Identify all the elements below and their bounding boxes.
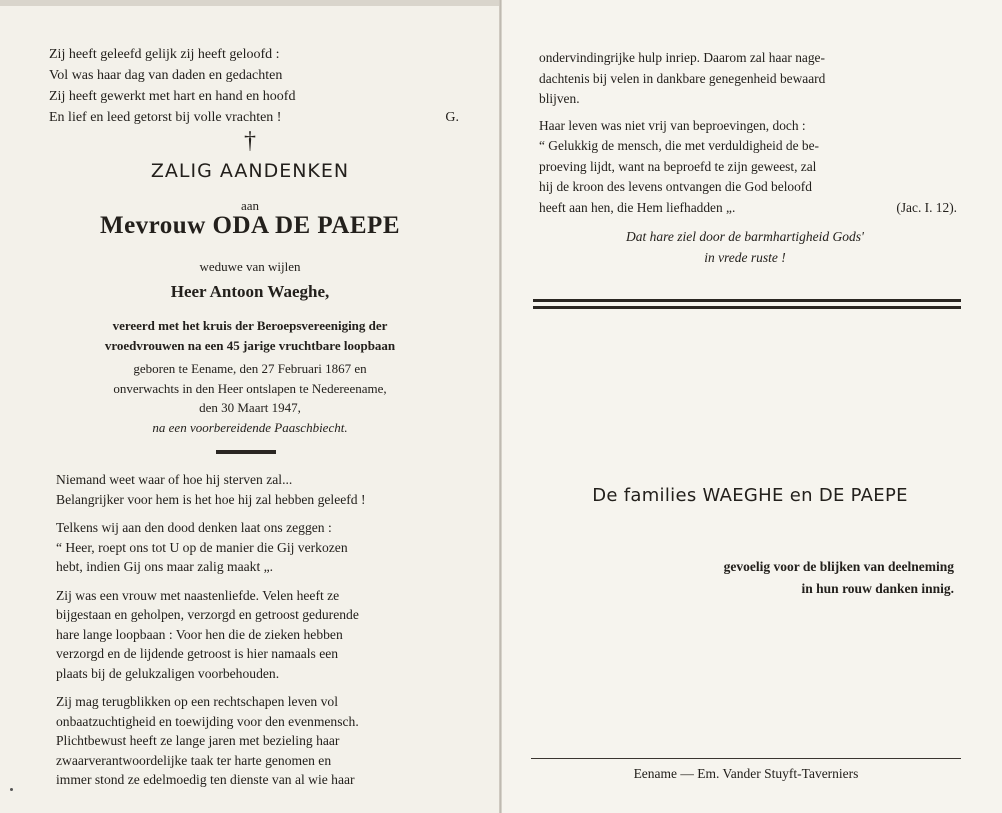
text-line: plaats bij de gelukzaligen voorbehouden. [56, 665, 280, 681]
text-line: blijven. [539, 91, 580, 106]
paragraph [56, 470, 454, 509]
footer-rule [531, 758, 961, 759]
text-line: verzorgd en de lijdende getroost is hier namaals een [56, 646, 339, 661]
birth-line: onverwachts in den Heer ontslapen te Nedereename, [113, 380, 387, 396]
poem-line: En lief en leed getorst bij volle vrachten ! [49, 110, 282, 125]
text-line [539, 198, 957, 219]
poem-line: Zij heeft gewerkt met hart en hand en hoofd [49, 89, 296, 104]
scripture-citation: (Jac. I. 12). [896, 199, 957, 215]
paragraph [56, 586, 454, 684]
poem-line: Zij heeft geleefd gelijk zij heeft geloofd : [49, 47, 280, 62]
prayer-line: in vrede ruste ! [704, 250, 786, 265]
thanks-line: in hun rouw danken innig. [801, 581, 954, 596]
text-line: Telkens wij aan den dood denken laat ons zeggen : [56, 520, 332, 535]
prayer-line: Dat hare ziel door de barmhartigheid Gods' [626, 229, 864, 244]
memorial-heading: ZALIG AANDENKEN [150, 160, 350, 182]
honor-text [40, 316, 460, 356]
honor-line: vereerd met het kruis der Beroepsvereeniging der [112, 318, 388, 333]
poem-signature: G. [445, 110, 459, 125]
text-line: Haar leven was niet vrij van beproevingen, doch : [539, 117, 806, 133]
text-line: dachtenis bij velen in dankbare genegenheid bewaard [539, 70, 826, 86]
text-line: hare lange loopbaan : Voor hen die de zieken hebben [56, 626, 343, 642]
center-fold [499, 0, 502, 813]
paragraph [56, 518, 454, 577]
text-line: “ Gelukkig de mensch, die met verduldigheid de be- [539, 138, 820, 153]
thanks-text [560, 556, 954, 600]
to-label: aan [240, 198, 260, 213]
birth-death-details [40, 359, 460, 437]
double-rule-top [533, 299, 961, 302]
birth-line: den 30 Maart 1947, [199, 400, 301, 415]
text-line: Zij was een vrouw met naastenliefde. Velen heeft ze [56, 587, 340, 603]
husband-name: Heer Antoon Waeghe, [170, 282, 330, 301]
text-line: Plichtbewust heeft ze lange jaren met bezieling haar [56, 733, 340, 748]
widow-of-label: weduwe van wijlen [199, 259, 301, 274]
right-body-text [539, 48, 957, 224]
poem-line: Vol was haar dag van daden en gedachten [49, 68, 283, 83]
text-line: onbaatzuchtigheid en toewijding voor den evenmensch. [56, 713, 359, 729]
printer-imprint: Eename — Em. Vander Stuyft-Taverniers [633, 766, 859, 781]
text-line: “ Heer, roept ons tot U op de manier die Gij verkozen [56, 539, 348, 555]
paragraph [539, 48, 957, 110]
paragraph [56, 692, 454, 790]
thanks-line: gevoelig voor de blijken van deelneming [723, 559, 954, 574]
cross-icon: † [244, 128, 256, 154]
families-heading: De families WAEGHE en DE PAEPE [592, 485, 908, 506]
prayer [540, 226, 950, 268]
text-line: immer stond ze edelmoedig ten dienste van al wie haar [56, 772, 355, 787]
speck [10, 788, 13, 791]
text-line: Niemand weet waar of hoe hij sterven zal... [56, 472, 293, 487]
birth-line: geboren te Eename, den 27 Februari 1867 en [133, 361, 367, 376]
divider [216, 450, 276, 454]
confession-line: na een voorbereidende Paaschbiecht. [152, 419, 348, 435]
text-line: Zij mag terugblikken op een rechtschapen leven vol [56, 694, 338, 709]
double-rule-bottom [533, 306, 961, 309]
opening-poem [49, 44, 459, 128]
honor-line: vroedvrouwen na een 45 jarige vruchtbare loopbaan [104, 338, 396, 353]
text-line: proeving lijdt, want na beproefd te zijn geweest, zal [539, 158, 817, 174]
left-body-text [56, 470, 454, 799]
text-line: bijgestaan en geholpen, verzorgd en getroost gedurende [56, 607, 359, 622]
text-line: zwaarverantwoordelijke taak ter harte genomen en [56, 752, 332, 768]
paragraph [539, 116, 957, 219]
deceased-name: Mevrouw ODA DE PAEPE [99, 212, 401, 239]
text-line: hij de kroon des levens ontvangen die God beloofd [539, 179, 812, 194]
text-fragment: heeft aan hen, die Hem liefhadden „. [539, 199, 736, 215]
text-line: Belangrijker voor hem is het hoe hij zal hebben geleefd ! [56, 491, 366, 507]
text-line: ondervindingrijke hulp inriep. Daarom zal haar nage- [539, 50, 825, 65]
text-line: hebt, indien Gij ons maar zalig maakt „. [56, 559, 274, 574]
